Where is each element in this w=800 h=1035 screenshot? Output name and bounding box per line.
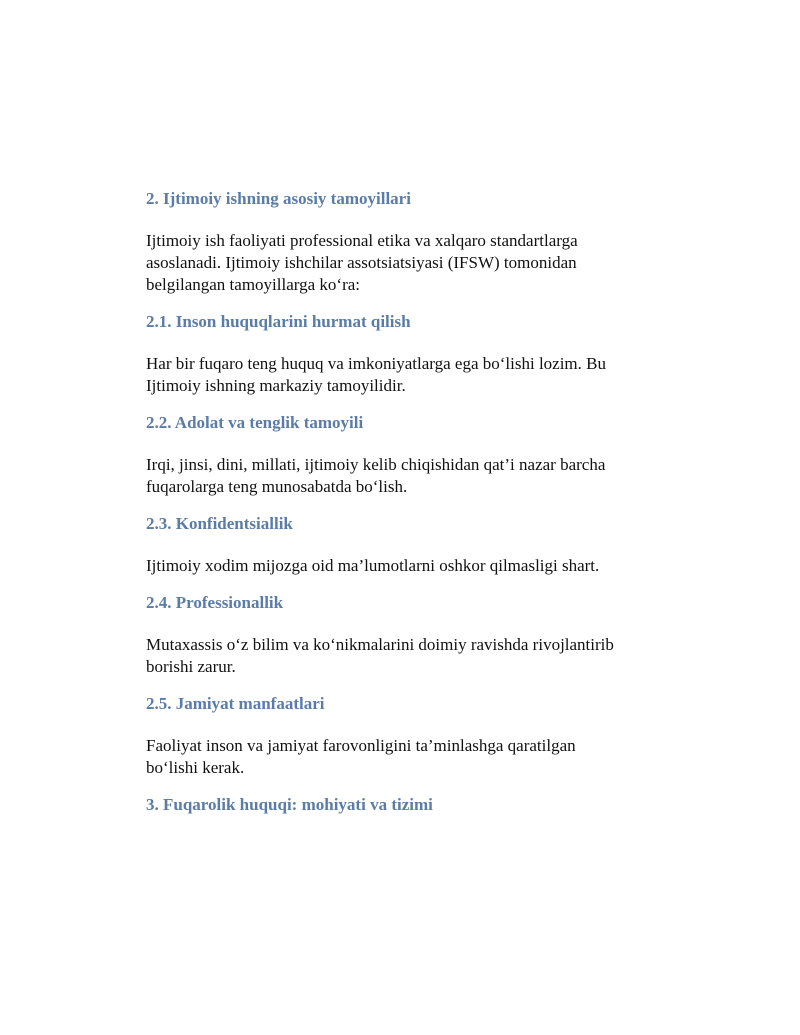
paragraph-line: asoslanadi. Ijtimoiy ishchilar assotsiatsiyasi (IFSW) tomonidan: [146, 253, 577, 272]
section: [146, 412, 666, 513]
section-heading: 2.1. Inson huquqlarini hurmat qilish: [146, 312, 411, 331]
paragraph-line: Har bir fuqaro teng huquq va imkoniyatlarga ega bo‘lishi lozim. Bu: [146, 354, 606, 373]
section-heading: 2.3. Konfidentsiallik: [146, 514, 293, 533]
section: [146, 592, 666, 693]
paragraph-line: Ijtimoiy xodim mijozga oid ma’lumotlarni oshkor qilmasligi shart.: [146, 556, 600, 575]
section-heading: 2. Ijtimoiy ishning asosiy tamoyillari: [146, 189, 411, 208]
section: [146, 794, 666, 816]
paragraph-line: fuqarolarga teng munosabatda bo‘lish.: [146, 477, 408, 496]
section-heading: 2.5. Jamiyat manfaatlari: [146, 694, 325, 713]
section: [146, 311, 666, 412]
section: [146, 693, 666, 794]
document-body: [146, 188, 666, 816]
paragraph-line: Irqi, jinsi, dini, millati, ijtimoiy kelib chiqishidan qat’i nazar barcha: [146, 455, 606, 474]
paragraph-line: Mutaxassis o‘z bilim va ko‘nikmalarini doimiy ravishda rivojlantirib: [146, 635, 614, 654]
paragraph-line: Ijtimoiy ish faoliyati professional etika va xalqaro standartlarga: [146, 231, 578, 250]
paragraph-line: belgilangan tamoyillarga ko‘ra:: [146, 275, 361, 294]
section-heading: 3. Fuqarolik huquqi: mohiyati va tizimi: [146, 795, 433, 814]
section-heading: 2.4. Professionallik: [146, 593, 284, 612]
paragraph-line: Faoliyat inson va jamiyat farovonligini ta’minlashga qaratilgan: [146, 736, 576, 755]
section-heading: 2.2. Adolat va tenglik tamoyili: [146, 413, 364, 432]
section: [146, 513, 666, 592]
paragraph-line: borishi zarur.: [146, 657, 236, 676]
section: [146, 188, 666, 311]
paragraph-line: Ijtimoiy ishning markaziy tamoyilidir.: [146, 376, 406, 395]
paragraph-line: bo‘lishi kerak.: [146, 758, 245, 777]
